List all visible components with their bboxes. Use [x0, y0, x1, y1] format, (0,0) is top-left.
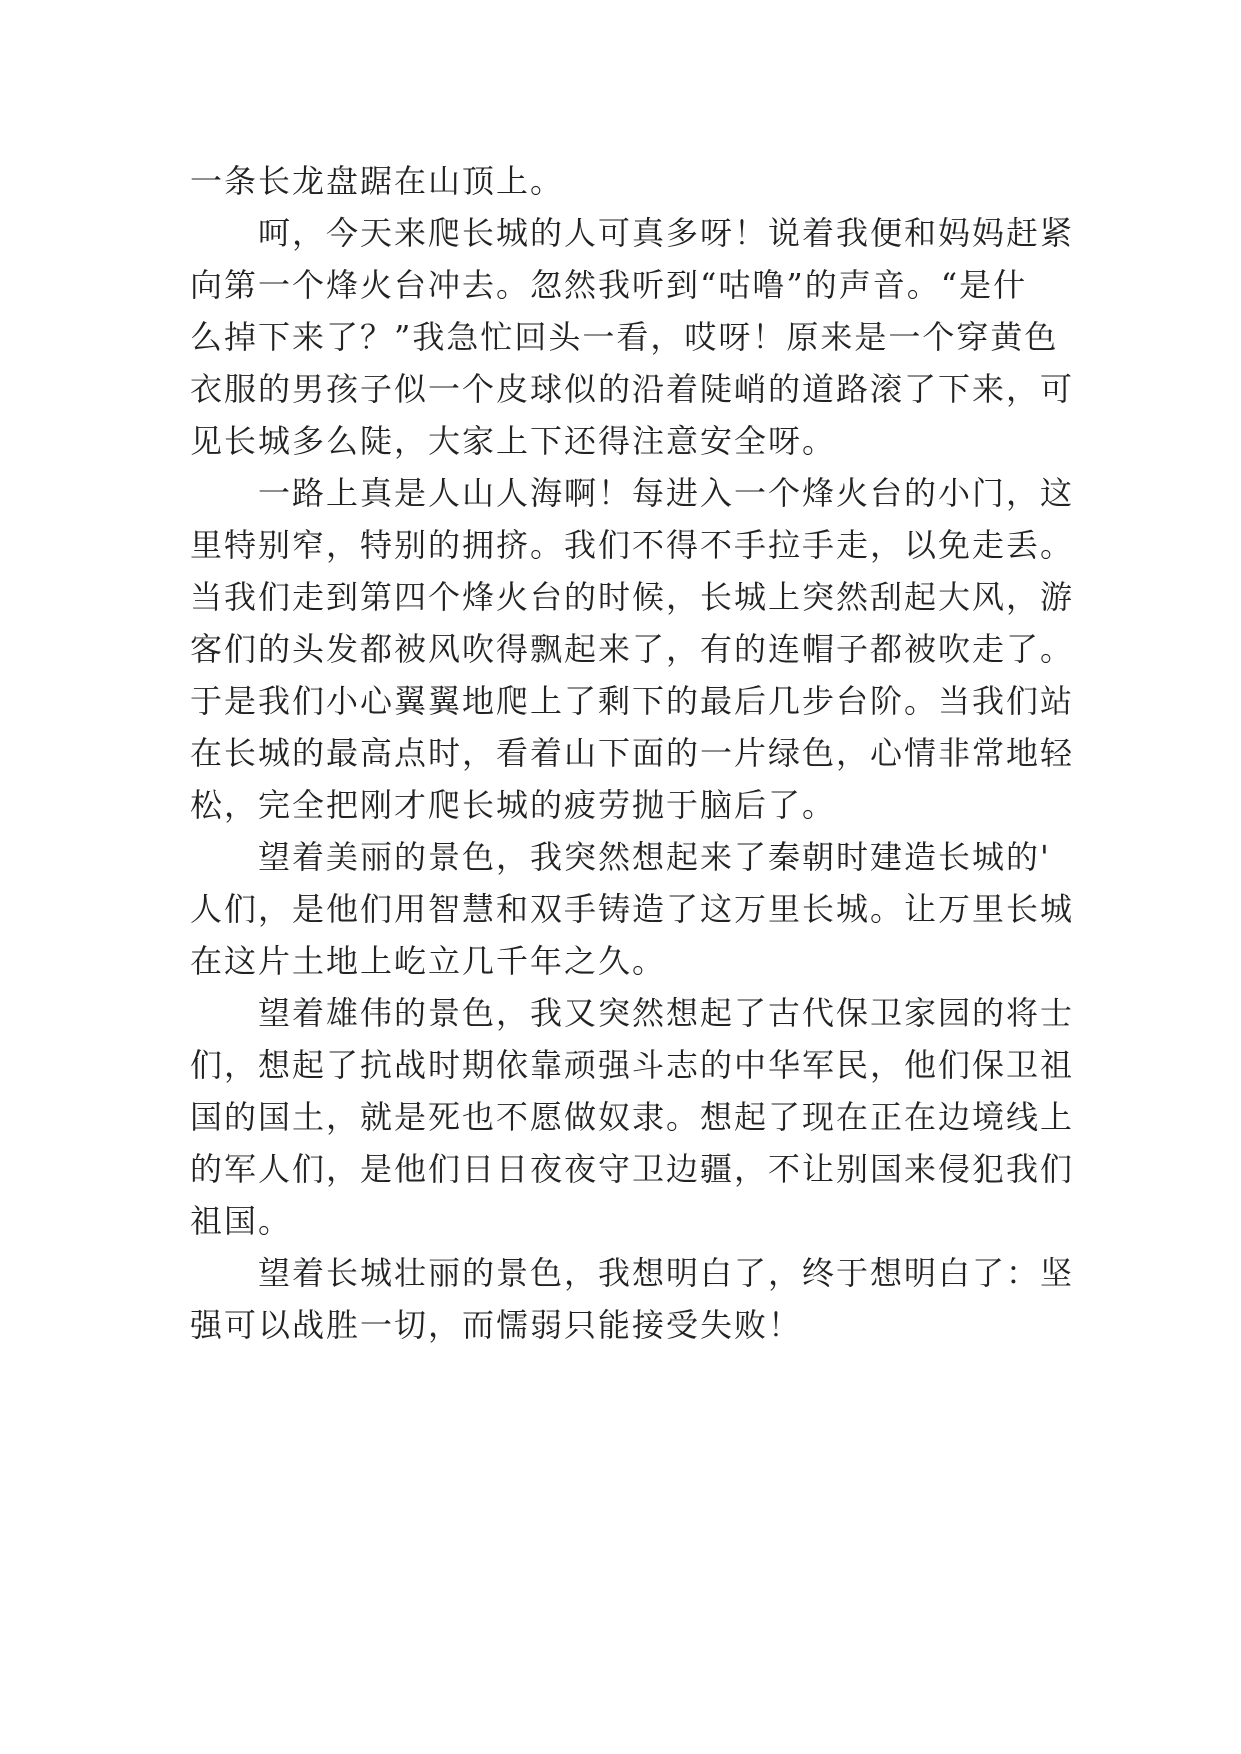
- text-line: 松，完全把刚才爬长城的疲劳抛于脑后了。: [190, 786, 837, 824]
- text-line: 见长城多么陡，大家上下还得注意安全呀。: [190, 422, 837, 460]
- text-line: 望着雄伟的景色，我又突然想起了古代保卫家园的将士: [190, 994, 1075, 1032]
- text-line: 于是我们小心翼翼地爬上了剩下的最后几步台阶。当我们站: [190, 682, 1075, 720]
- text-line: 客们的头发都被风吹得飘起来了，有的连帽子都被吹走了。: [190, 630, 1075, 668]
- text-line: 在长城的最高点时，看着山下面的一片绿色，心情非常地轻: [190, 734, 1075, 772]
- text-line: 一条长龙盘踞在山顶上。: [190, 162, 565, 200]
- text-line: 望着美丽的景色，我突然想起来了秦朝时建造长城的': [190, 838, 1051, 876]
- text-line: 衣服的男孩子似一个皮球似的沿着陡峭的道路滚了下来，可: [190, 370, 1075, 408]
- text-line: 人们，是他们用智慧和双手铸造了这万里长城。让万里长城: [190, 890, 1075, 928]
- text-line: 么掉下来了？”我急忙回头一看，哎呀！原来是一个穿黄色: [190, 318, 1059, 356]
- text-line: 一路上真是人山人海啊！每进入一个烽火台的小门，这: [190, 474, 1075, 512]
- text-line: 向第一个烽火台冲去。忽然我听到“咕噜”的声音。“是什: [190, 266, 1028, 304]
- text-line: 在这片土地上屹立几千年之久。: [190, 942, 667, 980]
- text-line: 的军人们，是他们日日夜夜守卫边疆，不让别国来侵犯我们: [190, 1150, 1075, 1188]
- text-line: 国的国土，就是死也不愿做奴隶。想起了现在正在边境线上: [190, 1098, 1075, 1136]
- text-line: 呵，今天来爬长城的人可真多呀！说着我便和妈妈赶紧: [190, 214, 1075, 252]
- text-line: 望着长城壮丽的景色，我想明白了，终于想明白了：坚: [190, 1254, 1075, 1292]
- essay-body: [190, 155, 1075, 1351]
- text-line: 强可以战胜一切，而懦弱只能接受失败！: [190, 1306, 803, 1344]
- text-line: 们，想起了抗战时期依靠顽强斗志的中华军民，他们保卫祖: [190, 1046, 1075, 1084]
- text-line: 祖国。: [190, 1202, 293, 1240]
- text-line: 里特别窄，特别的拥挤。我们不得不手拉手走，以免走丢。: [190, 526, 1075, 564]
- text-line: 当我们走到第四个烽火台的时候，长城上突然刮起大风，游: [190, 578, 1075, 616]
